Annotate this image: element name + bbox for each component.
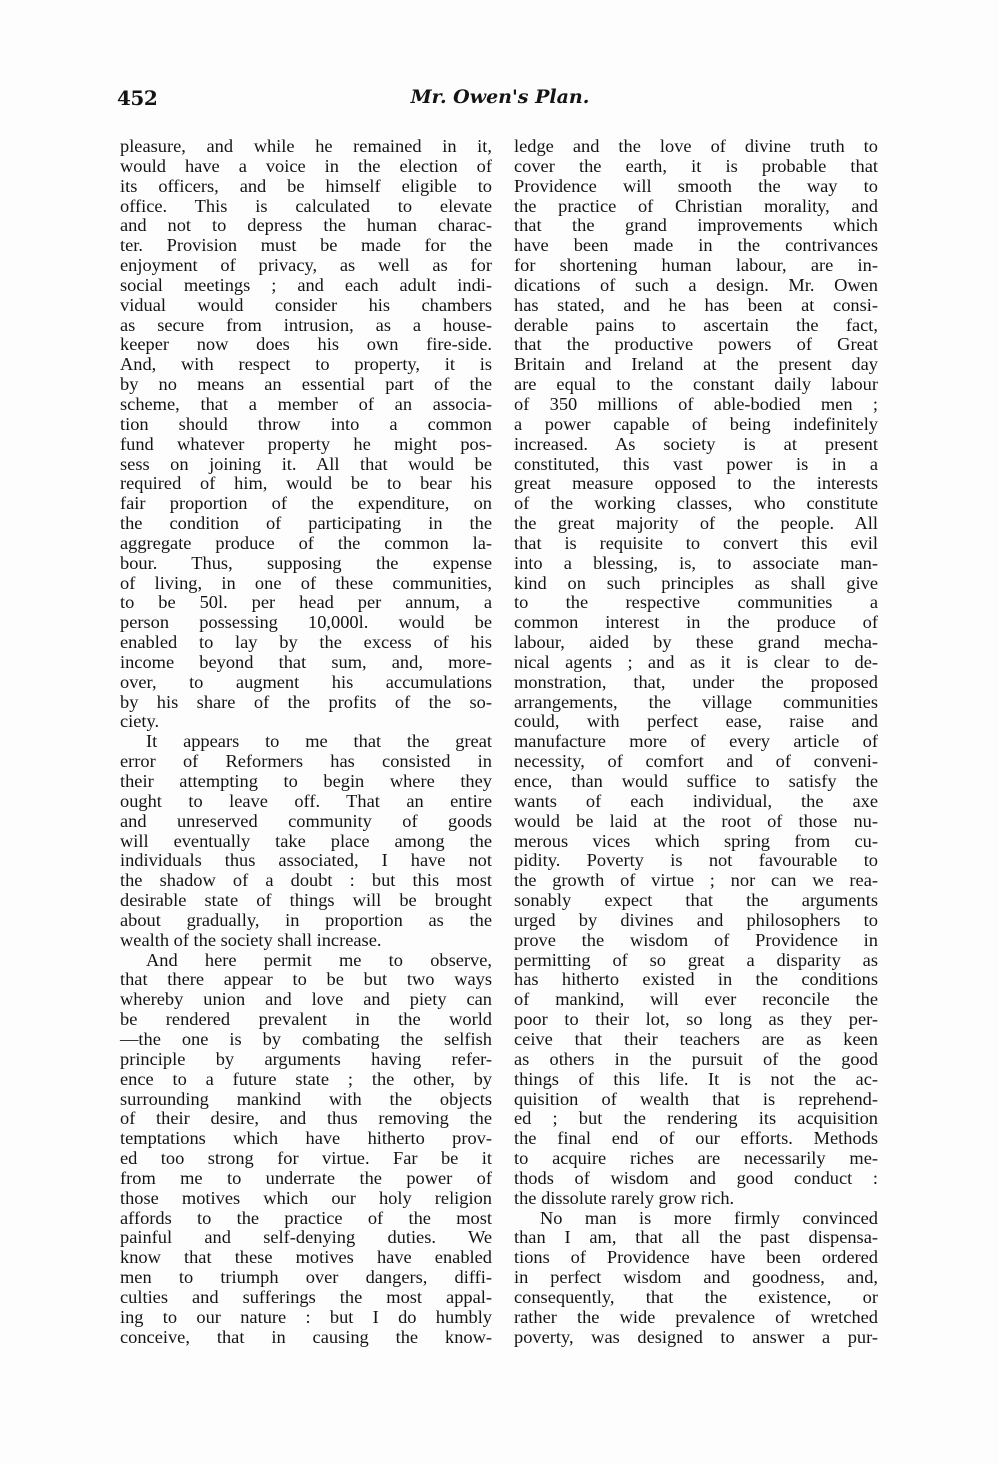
text-line: a power capable of being indefinitely	[514, 413, 878, 434]
text-line: and not to depress the human charac-	[120, 215, 492, 236]
text-line: will eventually take place among the	[120, 830, 492, 851]
text-line: ed ; but the rendering its acquisition	[514, 1108, 878, 1129]
text-line: kind on such principles as shall give	[514, 572, 878, 593]
text-line: dications of such a design. Mr. Owen	[514, 274, 878, 295]
text-line: cover the earth, it is probable that	[514, 155, 878, 176]
text-line: culties and sufferings the most appal-	[120, 1286, 492, 1307]
text-line: poverty, was designed to answer a pur-	[514, 1326, 878, 1347]
text-line: tion should throw into a common	[120, 413, 492, 434]
text-line: pidity. Poverty is not favourable to	[514, 850, 878, 871]
paragraph-first-line: No man is more firmly convinced	[540, 1207, 878, 1228]
text-line: for shortening human labour, are in-	[514, 255, 878, 276]
text-line: know that these motives have enabled	[120, 1247, 492, 1268]
text-line: surrounding mankind with the objects	[120, 1088, 492, 1109]
text-line: the condition of participating in the	[120, 513, 492, 534]
text-line: ed too strong for virtue. Far be it	[120, 1148, 492, 1169]
text-line: ter. Provision must be made for the	[120, 235, 492, 256]
text-line: individuals thus associated, I have not	[120, 850, 492, 871]
text-line: fair proportion of the expenditure, on	[120, 493, 492, 514]
text-line: its officers, and be himself eligible to	[120, 175, 492, 196]
text-line: would have a voice in the election of	[120, 155, 492, 176]
text-line: manufacture more of every article of	[514, 731, 878, 752]
paragraph-first-line: It appears to me that the great	[146, 731, 492, 752]
text-line: required of him, would be to bear his	[120, 473, 492, 494]
text-line: enabled to lay by the excess of his	[120, 632, 492, 653]
text-line: tions of Providence have been ordered	[514, 1247, 878, 1268]
text-line: desirable state of things will be brought	[120, 890, 492, 911]
text-line: that the productive powers of Great	[514, 334, 878, 355]
text-line: things of this life. It is not the ac-	[514, 1068, 878, 1089]
text-line: derable pains to ascertain the fact,	[514, 314, 878, 335]
text-line: vidual would consider his chambers	[120, 294, 492, 315]
text-line: that the grand improvements which	[514, 215, 878, 236]
text-line: those motives which our holy religion	[120, 1187, 492, 1208]
text-line: fund whatever property he might pos-	[120, 433, 492, 454]
text-line: ing to our nature : but I do humbly	[120, 1306, 492, 1327]
text-line: Britain and Ireland at the present day	[514, 354, 878, 375]
text-line: by his share of the profits of the so-	[120, 691, 492, 712]
text-line: increased. As society is at present	[514, 433, 878, 454]
text-line: wants of each individual, the axe	[514, 790, 878, 811]
text-line: quisition of wealth that is reprehend-	[514, 1088, 878, 1109]
text-line: monstration, that, under the proposed	[514, 671, 878, 692]
text-line: prove the wisdom of Providence in	[514, 929, 878, 950]
text-line: about gradually, in proportion as the	[120, 909, 492, 930]
text-line: affords to the practice of the most	[120, 1207, 492, 1228]
text-line: by no means an essential part of the	[120, 374, 492, 395]
text-column-left	[120, 137, 492, 1347]
running-title: Mr. Owen's Plan.	[410, 86, 590, 108]
text-line: than I am, that all the past dispensa-	[514, 1227, 878, 1248]
text-line: into a blessing, is, to associate man-	[514, 552, 878, 573]
text-line: consequently, that the existence, or	[514, 1286, 878, 1307]
text-line: keeper now does his own fire-side.	[120, 334, 492, 355]
text-line: the dissolute rarely grow rich.	[514, 1187, 735, 1208]
text-line: pleasure, and while he remained in it,	[120, 136, 492, 156]
text-line: bour. Thus, supposing the expense	[120, 552, 492, 573]
text-line: And, with respect to property, it is	[120, 354, 492, 375]
text-line: whereby union and love and piety can	[120, 989, 492, 1010]
text-line: of their desire, and thus removing the	[120, 1108, 492, 1129]
text-line: Providence will smooth the way to	[514, 175, 878, 196]
text-line: social meetings ; and each adult indi-	[120, 274, 492, 295]
text-line: would be laid at the root of those nu-	[514, 810, 878, 831]
text-line: their attempting to begin where they	[120, 771, 492, 791]
text-line: enjoyment of privacy, as well as for	[120, 255, 492, 276]
text-line: necessity, of comfort and of conveni-	[514, 751, 878, 772]
text-line: as others in the pursuit of the good	[514, 1048, 878, 1069]
text-line: scheme, that a member of an associa-	[120, 393, 492, 414]
text-line: aggregate produce of the common la-	[120, 532, 492, 553]
text-line: are equal to the constant daily labour	[514, 374, 878, 395]
text-line: —the one is by combating the selfish	[120, 1028, 492, 1049]
text-line: ledge and the love of divine truth to	[514, 136, 878, 156]
text-line: merous vices which spring from cu-	[514, 830, 878, 851]
text-line: urged by divines and philosophers to	[514, 909, 878, 930]
text-line: wealth of the society shall increase.	[120, 929, 382, 950]
text-line: ciety.	[120, 711, 160, 732]
text-line: temptations which have hitherto prov-	[120, 1128, 492, 1149]
text-line: as secure from intrusion, as a house-	[120, 314, 492, 335]
text-line: nical agents ; and as it is clear to de-	[514, 651, 878, 672]
text-line: to the respective communities a	[514, 592, 878, 613]
text-line: in perfect wisdom and goodness, and,	[514, 1267, 878, 1288]
text-line: conceive, that in causing the know-	[120, 1326, 492, 1347]
text-line: error of Reformers has consisted in	[120, 751, 492, 772]
text-line: great measure opposed to the interests	[514, 473, 878, 494]
page-number: 452	[117, 86, 158, 110]
text-line: the final end of our efforts. Methods	[514, 1128, 878, 1149]
text-line: of living, in one of these communities,	[120, 572, 492, 593]
text-line: has stated, and he has been at consi-	[514, 294, 878, 315]
text-line: arrangements, the village communities	[514, 691, 878, 712]
text-line: person possessing 10,000l. would be	[120, 612, 492, 633]
text-line: to acquire riches are necessarily me-	[514, 1148, 878, 1169]
text-line: the great majority of the people. All	[514, 513, 878, 534]
text-line: income beyond that sum, and, more-	[120, 651, 492, 672]
text-line: has hitherto existed in the conditions	[514, 969, 878, 990]
text-line: the growth of virtue ; nor can we rea-	[514, 870, 878, 891]
text-line: poor to their lot, so long as they per-	[514, 1009, 878, 1030]
text-line: of 350 millions of able-bodied men ;	[514, 393, 878, 414]
text-line: from me to underrate the power of	[120, 1167, 492, 1188]
text-line: of the working classes, who constitute	[514, 493, 878, 514]
text-line: sess on joining it. All that would be	[120, 453, 492, 474]
text-line: be rendered prevalent in the world	[120, 1009, 492, 1030]
text-line: common interest in the produce of	[514, 612, 878, 633]
text-line: could, with perfect ease, raise and	[514, 711, 878, 732]
text-line: thods of wisdom and good conduct :	[514, 1167, 878, 1188]
text-line: principle by arguments having refer-	[120, 1048, 492, 1069]
text-line: painful and self-denying duties. We	[120, 1227, 492, 1248]
text-line: to be 50l. per head per annum, a	[120, 592, 492, 613]
text-line: ence to a future state ; the other, by	[120, 1068, 492, 1089]
text-line: ceive that their teachers are as keen	[514, 1028, 878, 1049]
text-line: that there appear to be but two ways	[120, 969, 492, 990]
text-line: ought to leave off. That an entire	[120, 790, 492, 811]
text-line: and unreserved community of goods	[120, 810, 492, 831]
text-line: the practice of Christian morality, and	[514, 195, 878, 216]
text-line: office. This is calculated to elevate	[120, 195, 492, 216]
text-column-right	[514, 137, 878, 1347]
text-line: of mankind, will ever reconcile the	[514, 989, 878, 1010]
text-line: over, to augment his accumulations	[120, 671, 492, 692]
text-line: permitting of so great a disparity as	[514, 949, 878, 970]
text-line: rather the wide prevalence of wretched	[514, 1306, 878, 1327]
text-line: labour, aided by these grand mecha-	[514, 632, 878, 653]
text-line: that is requisite to convert this evil	[514, 532, 878, 553]
text-line: ence, than would suffice to satisfy the	[514, 771, 878, 791]
text-line: have been made in the contrivances	[514, 235, 878, 256]
paragraph-first-line: And here permit me to observe,	[146, 949, 492, 970]
text-line: constituted, this vast power is in a	[514, 453, 878, 474]
text-line: sonably expect that the arguments	[514, 890, 878, 911]
text-line: the shadow of a doubt : but this most	[120, 870, 492, 891]
text-line: men to triumph over dangers, diffi-	[120, 1267, 492, 1288]
